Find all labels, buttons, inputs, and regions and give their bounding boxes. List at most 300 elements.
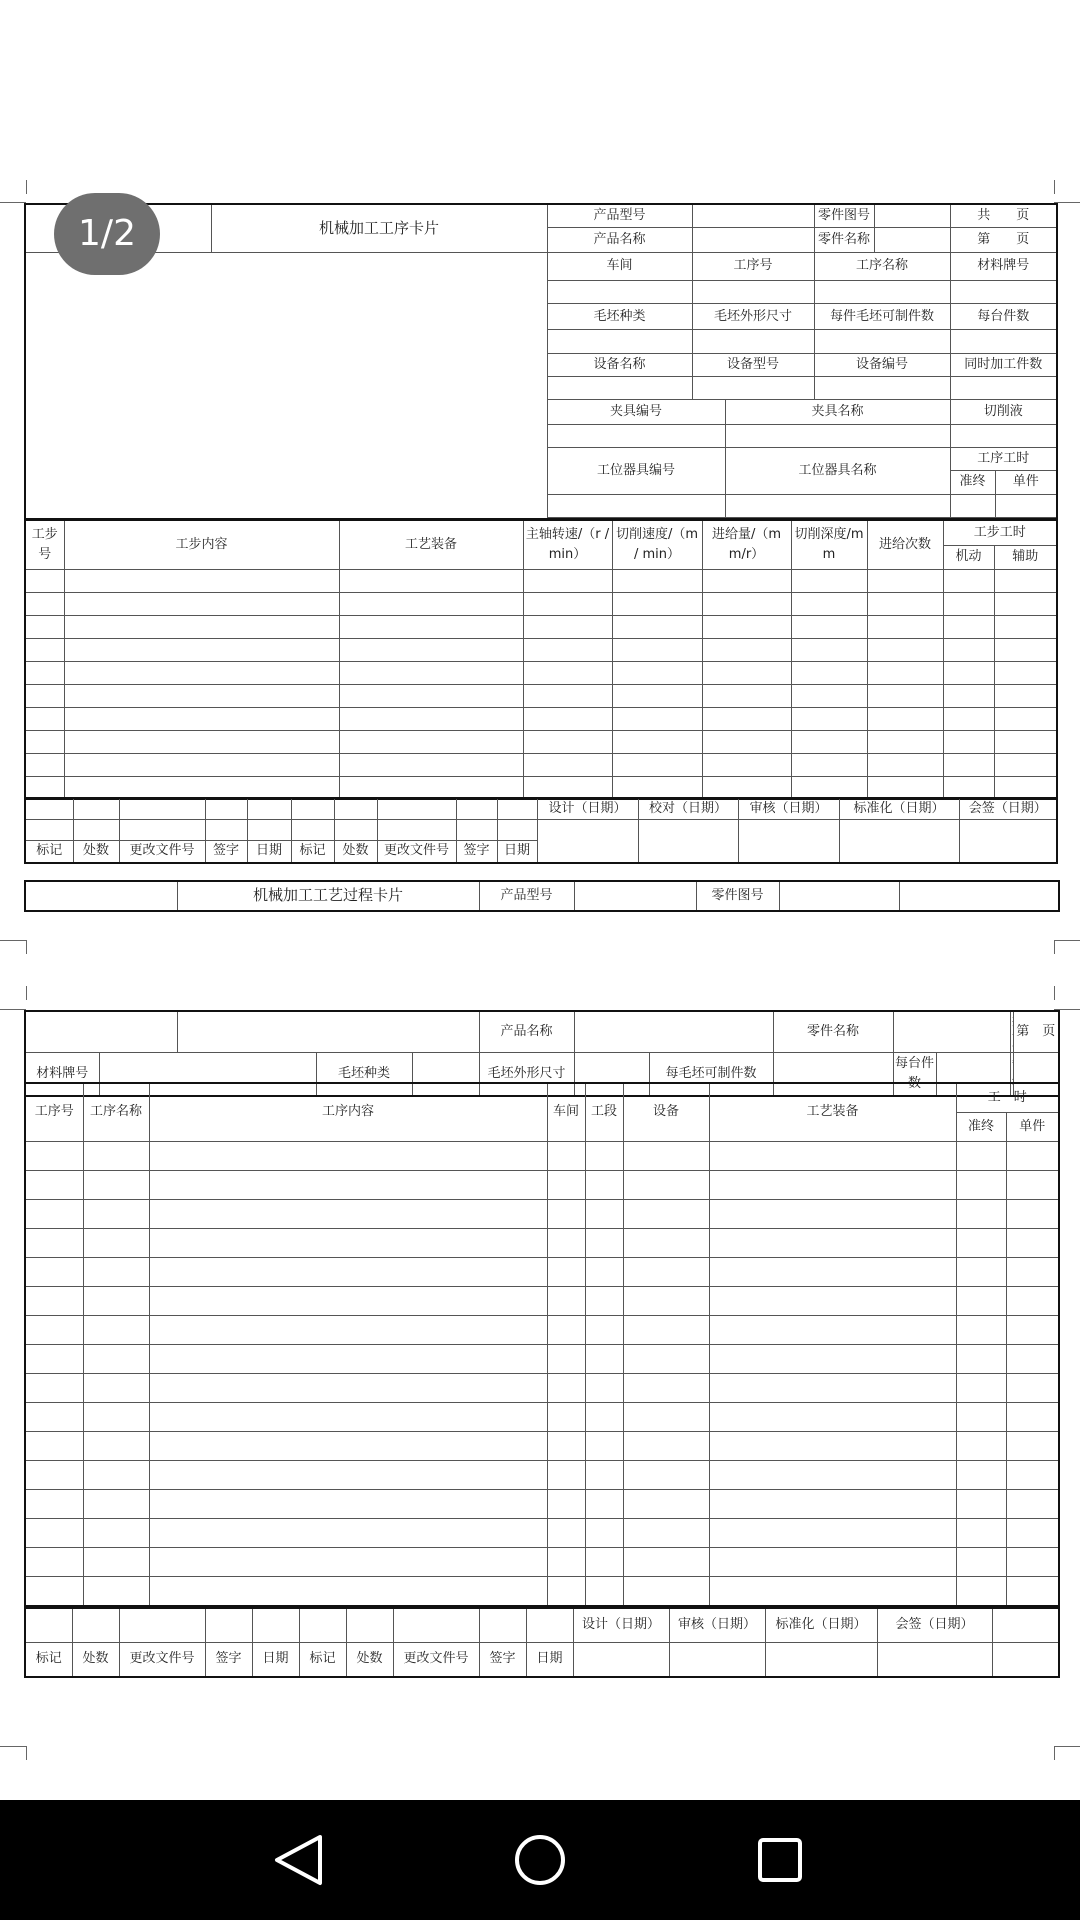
form-cell[interactable]	[83, 1199, 149, 1228]
form-cell[interactable]	[585, 1286, 623, 1315]
form-cell[interactable]	[994, 615, 1057, 638]
form-cell[interactable]	[994, 730, 1057, 753]
form-cell[interactable]	[1006, 1490, 1059, 1519]
form-cell[interactable]	[205, 1608, 252, 1642]
form-cell[interactable]	[994, 753, 1057, 776]
form-cell[interactable]	[25, 1373, 83, 1402]
signature-cell[interactable]	[877, 1642, 992, 1677]
form-cell[interactable]	[623, 1228, 709, 1257]
part-drawing-no-value[interactable]	[874, 204, 950, 227]
form-cell[interactable]	[702, 569, 791, 592]
form-cell[interactable]	[456, 820, 497, 841]
form-cell[interactable]	[25, 1461, 83, 1490]
form-cell[interactable]	[119, 798, 205, 820]
signature-cell[interactable]	[765, 1642, 877, 1677]
form-cell[interactable]	[956, 1373, 1006, 1402]
signature-cell[interactable]	[738, 820, 839, 863]
form-cell[interactable]	[64, 684, 339, 707]
form-cell[interactable]	[585, 1461, 623, 1490]
form-cell[interactable]	[247, 820, 291, 841]
form-cell[interactable]	[25, 1490, 83, 1519]
signature-cell[interactable]	[573, 1642, 669, 1677]
form-cell[interactable]	[943, 776, 994, 799]
form-cell[interactable]	[547, 280, 692, 303]
form-cell[interactable]	[149, 1286, 547, 1315]
form-cell[interactable]	[1006, 1461, 1059, 1490]
product-name-value[interactable]	[692, 227, 814, 252]
form-cell[interactable]	[149, 1519, 547, 1548]
signature-cell[interactable]	[959, 820, 1057, 863]
form-cell[interactable]	[83, 1490, 149, 1519]
form-cell[interactable]	[709, 1228, 956, 1257]
form-cell[interactable]	[791, 730, 867, 753]
form-cell[interactable]	[585, 1403, 623, 1432]
form-cell[interactable]	[299, 1608, 346, 1642]
form-cell[interactable]	[339, 684, 523, 707]
form-cell[interactable]	[612, 776, 702, 799]
form-cell[interactable]	[1006, 1228, 1059, 1257]
form-cell[interactable]	[523, 730, 612, 753]
form-cell[interactable]	[149, 1490, 547, 1519]
recents-button[interactable]	[720, 1800, 840, 1920]
form-cell[interactable]	[149, 1257, 547, 1286]
form-cell[interactable]	[547, 1257, 585, 1286]
form-cell[interactable]	[956, 1315, 1006, 1344]
form-cell[interactable]	[612, 638, 702, 661]
form-cell[interactable]	[623, 1519, 709, 1548]
form-cell[interactable]	[612, 730, 702, 753]
form-cell[interactable]	[943, 638, 994, 661]
form-cell[interactable]	[702, 753, 791, 776]
form-cell[interactable]	[1006, 1199, 1059, 1228]
form-cell[interactable]	[205, 798, 247, 820]
form-cell[interactable]	[1006, 1373, 1059, 1402]
form-cell[interactable]	[994, 707, 1057, 730]
form-cell[interactable]	[1006, 1519, 1059, 1548]
form-cell[interactable]	[585, 1519, 623, 1548]
form-cell[interactable]	[547, 1199, 585, 1228]
form-cell[interactable]	[956, 1403, 1006, 1432]
form-cell[interactable]	[1006, 1257, 1059, 1286]
form-cell[interactable]	[623, 1170, 709, 1199]
form-cell[interactable]	[899, 881, 1059, 911]
form-cell[interactable]	[497, 798, 537, 820]
form-cell[interactable]	[64, 569, 339, 592]
form-cell[interactable]	[709, 1257, 956, 1286]
form-cell[interactable]	[612, 615, 702, 638]
form-cell[interactable]	[149, 1344, 547, 1373]
form-cell[interactable]	[867, 661, 943, 684]
form-cell[interactable]	[956, 1461, 1006, 1490]
form-cell[interactable]	[72, 1608, 119, 1642]
form-cell[interactable]	[83, 1228, 149, 1257]
form-cell[interactable]	[612, 684, 702, 707]
form-cell[interactable]	[702, 592, 791, 615]
form-cell[interactable]	[623, 1490, 709, 1519]
form-cell[interactable]	[692, 330, 814, 353]
form-cell[interactable]	[83, 1257, 149, 1286]
form-cell[interactable]	[585, 1577, 623, 1606]
form-cell[interactable]	[709, 1577, 956, 1606]
form-cell[interactable]	[612, 592, 702, 615]
form-cell[interactable]	[709, 1141, 956, 1170]
form-cell[interactable]	[814, 376, 950, 399]
form-cell[interactable]	[814, 330, 950, 353]
form-cell[interactable]	[702, 707, 791, 730]
form-cell[interactable]	[994, 661, 1057, 684]
form-cell[interactable]	[25, 1577, 83, 1606]
form-cell[interactable]	[83, 1432, 149, 1461]
form-cell[interactable]	[709, 1199, 956, 1228]
form-cell[interactable]	[709, 1519, 956, 1548]
form-cell[interactable]	[585, 1315, 623, 1344]
form-cell[interactable]	[497, 820, 537, 841]
form-cell[interactable]	[779, 881, 899, 911]
form-cell[interactable]	[585, 1228, 623, 1257]
form-cell[interactable]	[950, 280, 1057, 303]
form-cell[interactable]	[523, 753, 612, 776]
form-cell[interactable]	[119, 1608, 205, 1642]
form-cell[interactable]	[867, 707, 943, 730]
form-cell[interactable]	[994, 592, 1057, 615]
form-cell[interactable]	[149, 1432, 547, 1461]
form-cell[interactable]	[252, 1608, 299, 1642]
form-cell[interactable]	[339, 776, 523, 799]
form-cell[interactable]	[25, 1199, 83, 1228]
form-cell[interactable]	[814, 280, 950, 303]
form-cell[interactable]	[943, 615, 994, 638]
form-cell[interactable]	[377, 820, 456, 841]
form-cell[interactable]	[25, 1548, 83, 1577]
form-cell[interactable]	[585, 1548, 623, 1577]
signature-cell[interactable]	[992, 1642, 1059, 1677]
form-cell[interactable]	[25, 1257, 83, 1286]
form-cell[interactable]	[623, 1315, 709, 1344]
form-cell[interactable]	[950, 330, 1057, 353]
form-cell[interactable]	[791, 707, 867, 730]
form-cell[interactable]	[73, 820, 119, 841]
form-cell[interactable]	[547, 424, 725, 447]
form-cell[interactable]	[1006, 1344, 1059, 1373]
form-cell[interactable]	[339, 753, 523, 776]
form-cell[interactable]	[585, 1432, 623, 1461]
form-cell[interactable]	[950, 376, 1057, 399]
form-cell[interactable]	[956, 1519, 1006, 1548]
form-cell[interactable]	[956, 1141, 1006, 1170]
form-cell[interactable]	[709, 1170, 956, 1199]
form-cell[interactable]	[612, 661, 702, 684]
form-cell[interactable]	[709, 1548, 956, 1577]
form-cell[interactable]	[547, 376, 692, 399]
form-cell[interactable]	[526, 1608, 573, 1642]
form-cell[interactable]	[547, 1170, 585, 1199]
form-cell[interactable]	[709, 1461, 956, 1490]
form-cell[interactable]	[149, 1141, 547, 1170]
form-cell[interactable]	[25, 638, 64, 661]
form-cell[interactable]	[585, 1199, 623, 1228]
form-cell[interactable]	[547, 1373, 585, 1402]
form-cell[interactable]	[64, 753, 339, 776]
form-cell[interactable]	[623, 1286, 709, 1315]
form-cell[interactable]	[334, 820, 377, 841]
form-cell[interactable]	[25, 753, 64, 776]
form-cell[interactable]	[73, 798, 119, 820]
form-cell[interactable]	[956, 1577, 1006, 1606]
form-cell[interactable]	[956, 1432, 1006, 1461]
form-cell[interactable]	[956, 1228, 1006, 1257]
form-cell[interactable]	[791, 776, 867, 799]
form-cell[interactable]	[791, 684, 867, 707]
form-cell[interactable]	[725, 424, 950, 447]
form-cell[interactable]	[950, 494, 995, 517]
form-cell[interactable]	[456, 798, 497, 820]
form-cell[interactable]	[709, 1373, 956, 1402]
form-cell[interactable]	[612, 569, 702, 592]
form-cell[interactable]	[149, 1548, 547, 1577]
form-cell[interactable]	[523, 592, 612, 615]
form-cell[interactable]	[25, 1141, 83, 1170]
form-cell[interactable]	[177, 1011, 479, 1053]
form-cell[interactable]	[791, 592, 867, 615]
form-cell[interactable]	[623, 1548, 709, 1577]
form-cell[interactable]	[83, 1403, 149, 1432]
form-cell[interactable]	[709, 1344, 956, 1373]
form-cell[interactable]	[585, 1344, 623, 1373]
form-cell[interactable]	[523, 638, 612, 661]
form-cell[interactable]	[83, 1315, 149, 1344]
form-cell[interactable]	[1006, 1170, 1059, 1199]
form-cell[interactable]	[585, 1257, 623, 1286]
form-cell[interactable]	[943, 707, 994, 730]
form-cell[interactable]	[149, 1403, 547, 1432]
form-cell[interactable]	[339, 707, 523, 730]
form-cell[interactable]	[291, 820, 334, 841]
form-cell[interactable]	[867, 684, 943, 707]
form-cell[interactable]	[623, 1461, 709, 1490]
form-cell[interactable]	[943, 753, 994, 776]
form-cell[interactable]	[709, 1432, 956, 1461]
part-name-value[interactable]	[874, 227, 950, 252]
form-cell[interactable]	[25, 1432, 83, 1461]
form-cell[interactable]	[709, 1286, 956, 1315]
form-cell[interactable]	[25, 1228, 83, 1257]
form-cell[interactable]	[956, 1548, 1006, 1577]
form-cell[interactable]	[791, 753, 867, 776]
form-cell[interactable]	[709, 1315, 956, 1344]
form-cell[interactable]	[623, 1199, 709, 1228]
form-cell[interactable]	[83, 1461, 149, 1490]
form-cell[interactable]	[25, 1315, 83, 1344]
form-cell[interactable]	[992, 1608, 1059, 1642]
form-cell[interactable]	[83, 1373, 149, 1402]
form-cell[interactable]	[585, 1141, 623, 1170]
form-cell[interactable]	[585, 1373, 623, 1402]
form-cell[interactable]	[623, 1257, 709, 1286]
form-cell[interactable]	[623, 1432, 709, 1461]
form-cell[interactable]	[1006, 1432, 1059, 1461]
form-cell[interactable]	[64, 776, 339, 799]
form-cell[interactable]	[547, 1141, 585, 1170]
form-cell[interactable]	[149, 1170, 547, 1199]
form-cell[interactable]	[1006, 1315, 1059, 1344]
form-cell[interactable]	[64, 661, 339, 684]
form-cell[interactable]	[149, 1577, 547, 1606]
product-model-value[interactable]	[692, 204, 814, 227]
form-cell[interactable]	[64, 592, 339, 615]
form-cell[interactable]	[83, 1577, 149, 1606]
form-cell[interactable]	[956, 1170, 1006, 1199]
form-cell[interactable]	[346, 1608, 393, 1642]
form-cell[interactable]	[791, 569, 867, 592]
form-cell[interactable]	[867, 592, 943, 615]
form-cell[interactable]	[339, 661, 523, 684]
form-cell[interactable]	[943, 569, 994, 592]
form-cell[interactable]	[25, 707, 64, 730]
form-cell[interactable]	[623, 1373, 709, 1402]
form-cell[interactable]	[994, 684, 1057, 707]
form-cell[interactable]	[702, 730, 791, 753]
form-cell[interactable]	[393, 1608, 479, 1642]
signature-cell[interactable]	[537, 820, 638, 863]
form-cell[interactable]	[339, 638, 523, 661]
form-cell[interactable]	[83, 1344, 149, 1373]
form-cell[interactable]	[956, 1257, 1006, 1286]
form-cell[interactable]	[623, 1403, 709, 1432]
form-cell[interactable]	[709, 1490, 956, 1519]
form-cell[interactable]	[943, 730, 994, 753]
form-cell[interactable]	[547, 1228, 585, 1257]
form-cell[interactable]	[25, 684, 64, 707]
form-cell[interactable]	[956, 1199, 1006, 1228]
form-cell[interactable]	[612, 753, 702, 776]
form-cell[interactable]	[25, 820, 73, 841]
form-cell[interactable]	[725, 494, 950, 517]
form-cell[interactable]	[291, 798, 334, 820]
form-cell[interactable]	[64, 615, 339, 638]
form-cell[interactable]	[339, 615, 523, 638]
form-cell[interactable]	[339, 592, 523, 615]
form-cell[interactable]	[1006, 1548, 1059, 1577]
form-cell[interactable]	[547, 330, 692, 353]
form-cell[interactable]	[547, 1344, 585, 1373]
form-cell[interactable]	[523, 776, 612, 799]
form-cell[interactable]	[950, 424, 1057, 447]
form-cell[interactable]	[956, 1344, 1006, 1373]
form-cell[interactable]	[702, 661, 791, 684]
form-cell[interactable]	[83, 1170, 149, 1199]
form-cell[interactable]	[702, 776, 791, 799]
form-cell[interactable]	[791, 638, 867, 661]
form-cell[interactable]	[585, 1170, 623, 1199]
form-cell[interactable]	[25, 1344, 83, 1373]
form-cell[interactable]	[25, 776, 64, 799]
form-cell[interactable]	[791, 615, 867, 638]
form-cell[interactable]	[574, 1011, 773, 1053]
form-cell[interactable]	[83, 1286, 149, 1315]
form-cell[interactable]	[83, 1548, 149, 1577]
form-cell[interactable]	[709, 1403, 956, 1432]
form-cell[interactable]	[994, 569, 1057, 592]
form-cell[interactable]	[149, 1315, 547, 1344]
form-cell[interactable]	[25, 569, 64, 592]
form-cell[interactable]	[377, 798, 456, 820]
form-cell[interactable]	[702, 615, 791, 638]
form-cell[interactable]	[25, 592, 64, 615]
form-cell[interactable]	[867, 753, 943, 776]
form-cell[interactable]	[585, 1490, 623, 1519]
form-cell[interactable]	[83, 1519, 149, 1548]
form-cell[interactable]	[64, 730, 339, 753]
form-cell[interactable]	[893, 1011, 1010, 1053]
form-cell[interactable]	[547, 1286, 585, 1315]
form-cell[interactable]	[339, 730, 523, 753]
form-cell[interactable]	[547, 1403, 585, 1432]
form-cell[interactable]	[205, 820, 247, 841]
form-cell[interactable]	[25, 1608, 72, 1642]
signature-cell[interactable]	[669, 1642, 765, 1677]
form-cell[interactable]	[547, 1490, 585, 1519]
form-cell[interactable]	[119, 820, 205, 841]
form-cell[interactable]	[83, 1141, 149, 1170]
form-cell[interactable]	[995, 494, 1057, 517]
form-cell[interactable]	[547, 1461, 585, 1490]
form-cell[interactable]	[623, 1344, 709, 1373]
form-cell[interactable]	[547, 1315, 585, 1344]
form-cell[interactable]	[943, 592, 994, 615]
form-cell[interactable]	[994, 776, 1057, 799]
form-cell[interactable]	[956, 1286, 1006, 1315]
form-cell[interactable]	[574, 881, 696, 911]
form-cell[interactable]	[943, 661, 994, 684]
form-cell[interactable]	[867, 638, 943, 661]
form-cell[interactable]	[523, 661, 612, 684]
form-cell[interactable]	[25, 730, 64, 753]
form-cell[interactable]	[943, 684, 994, 707]
form-cell[interactable]	[547, 494, 725, 517]
form-cell[interactable]	[692, 280, 814, 303]
form-cell[interactable]	[1006, 1286, 1059, 1315]
form-cell[interactable]	[149, 1199, 547, 1228]
signature-cell[interactable]	[839, 820, 959, 863]
form-cell[interactable]	[25, 661, 64, 684]
form-cell[interactable]	[523, 615, 612, 638]
form-cell[interactable]	[702, 684, 791, 707]
form-cell[interactable]	[523, 684, 612, 707]
form-cell[interactable]	[623, 1141, 709, 1170]
form-cell[interactable]	[247, 798, 291, 820]
form-cell[interactable]	[523, 569, 612, 592]
home-button[interactable]	[480, 1800, 600, 1920]
form-cell[interactable]	[25, 615, 64, 638]
form-cell[interactable]	[623, 1577, 709, 1606]
form-cell[interactable]	[25, 1170, 83, 1199]
form-cell[interactable]	[334, 798, 377, 820]
form-cell[interactable]	[867, 569, 943, 592]
form-cell[interactable]	[1006, 1403, 1059, 1432]
form-cell[interactable]	[339, 569, 523, 592]
form-cell[interactable]	[1006, 1141, 1059, 1170]
form-cell[interactable]	[547, 1548, 585, 1577]
form-cell[interactable]	[64, 638, 339, 661]
form-cell[interactable]	[523, 707, 612, 730]
form-cell[interactable]	[956, 1490, 1006, 1519]
back-button[interactable]	[240, 1800, 360, 1920]
form-cell[interactable]	[702, 638, 791, 661]
form-cell[interactable]	[25, 798, 73, 820]
form-cell[interactable]	[994, 638, 1057, 661]
form-cell[interactable]	[547, 1432, 585, 1461]
form-cell[interactable]	[867, 730, 943, 753]
